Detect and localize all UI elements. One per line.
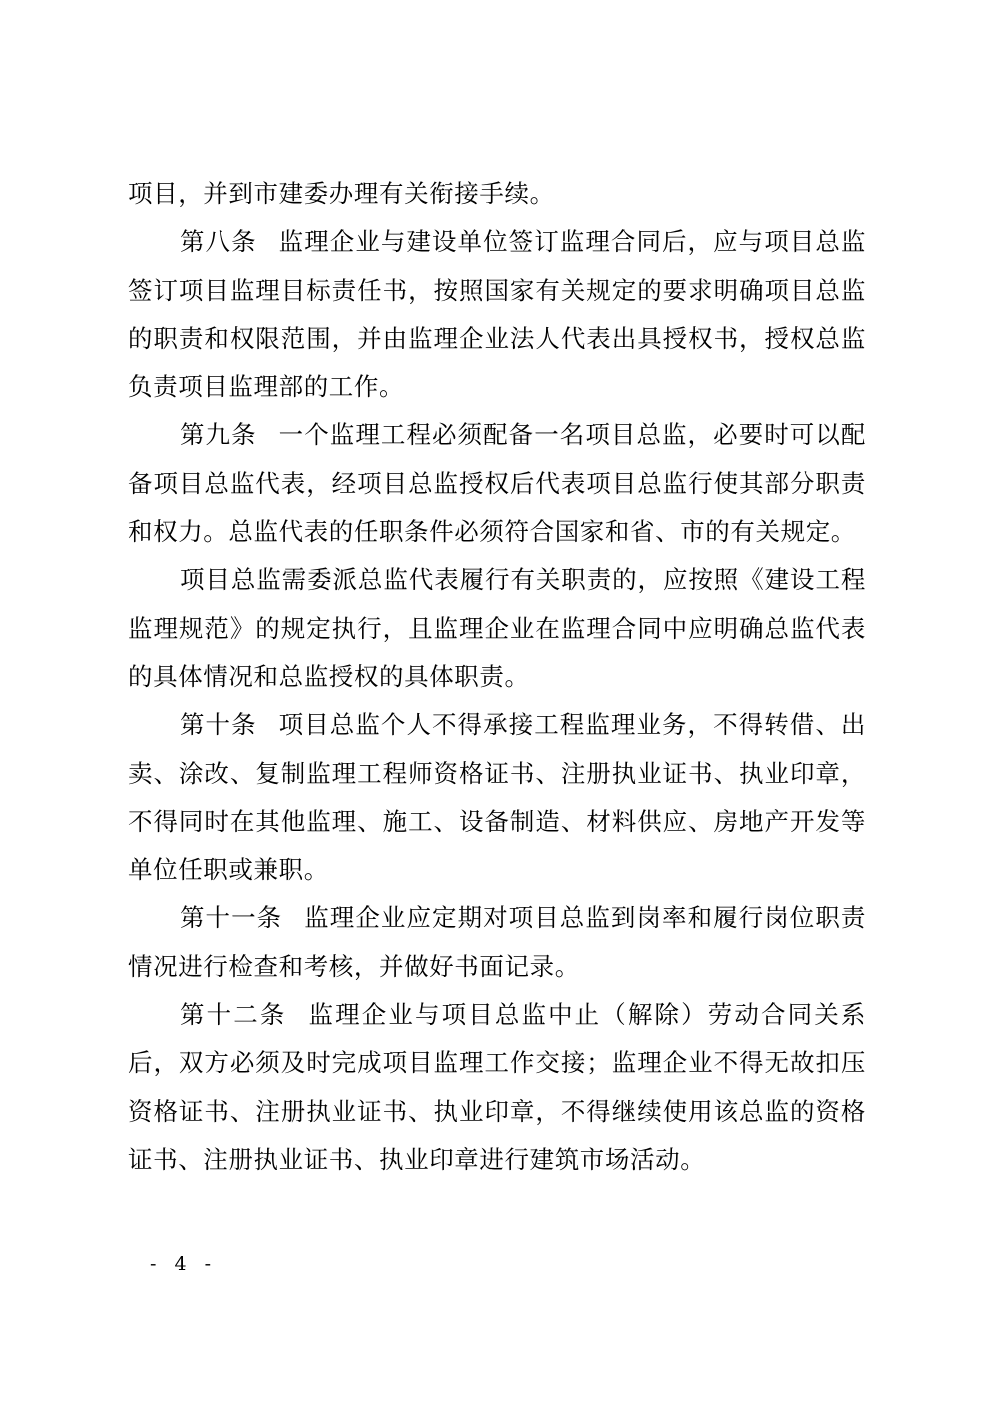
paragraph-text: 监理企业与建设单位签订监理合同后，应与项目总监签订项目监理目标责任书，按照国家有关规定的要求明确项目总监的职责和权限范围，并由监理企业法人代表出具授权书，授权总监负责项目监理部的工作。: [128, 227, 866, 402]
article-10: [128, 701, 866, 894]
article-number: 第八条: [180, 227, 257, 257]
paragraph-continuation: [128, 170, 866, 218]
paragraph-text: 监理企业应定期对项目总监到岗率和履行岗位职责情况进行检查和考核，并做好书面记录。: [128, 903, 866, 981]
article-number: 第十条: [180, 710, 257, 740]
article-12: [128, 991, 866, 1184]
article-9-clause-2: [128, 556, 866, 701]
article-8: [128, 218, 866, 411]
article-number: 第十二条: [180, 1000, 287, 1030]
article-11: [128, 894, 866, 991]
page-number: - 4 -: [150, 1253, 218, 1275]
paragraph-text: 项目总监需委派总监代表履行有关职责的，应按照《建设工程监理规范》的规定执行，且监理企业在监理合同中应明确总监代表的具体情况和总监授权的具体职责。: [128, 565, 866, 691]
article-number: 第九条: [180, 420, 257, 450]
paragraph-text: 项目，并到市建委办理有关衔接手续。: [128, 179, 555, 208]
paragraph-text: 项目总监个人不得承接工程监理业务，不得转借、出卖、涂改、复制监理工程师资格证书、注册执业证书、执业印章，不得同时在其他监理、施工、设备制造、材料供应、房地产开发等单位任职或兼职。: [128, 710, 866, 885]
article-number: 第十一条: [180, 903, 283, 933]
article-9: [128, 411, 866, 556]
paragraph-text: 监理企业与项目总监中止（解除）劳动合同关系后，双方必须及时完成项目监理工作交接；监理企业不得无故扣压资格证书、注册执业证书、执业印章，不得继续使用该总监的资格证书、注册执业证书、执业印章进行建筑市场活动。: [128, 1000, 866, 1174]
paragraph-text: 一个监理工程必须配备一名项目总监，必要时可以配备项目总监代表，经项目总监授权后代表项目总监行使其部分职责和权力。总监代表的任职条件必须符合国家和省、市的有关规定。: [128, 420, 866, 547]
body-text: [128, 170, 866, 1184]
